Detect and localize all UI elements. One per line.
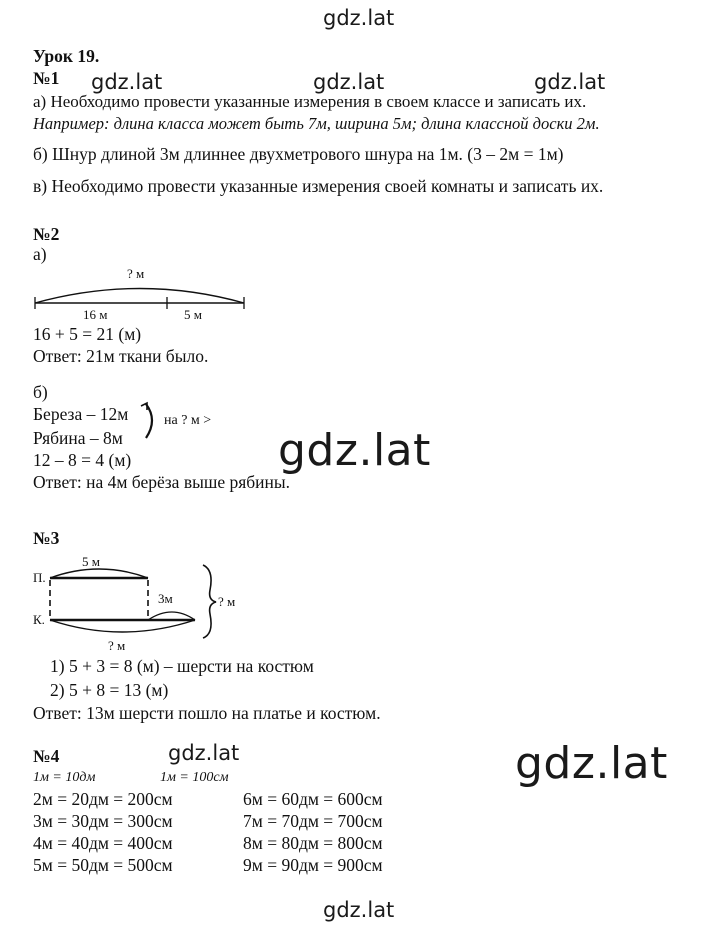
lesson-title: Урок 19. bbox=[33, 46, 100, 66]
watermark-top: gdz.lat bbox=[323, 6, 395, 30]
task3-k-label: К. bbox=[33, 612, 45, 627]
watermark-row1-a: gdz.lat bbox=[91, 70, 163, 94]
task3-p-label: П. bbox=[33, 570, 46, 585]
task4-number: №4 bbox=[33, 746, 60, 766]
watermark-row1-b: gdz.lat bbox=[313, 70, 385, 94]
watermark-row1-c: gdz.lat bbox=[534, 70, 606, 94]
task1-v: в) Необходимо провести указанные измерения своей комнаты и записать их. bbox=[33, 176, 604, 196]
task4-right-row: 7м = 70дм = 700см bbox=[243, 811, 383, 831]
watermark-task4: gdz.lat bbox=[168, 741, 240, 765]
task2-b-label: б) bbox=[33, 382, 48, 402]
task2-right-label: 5 м bbox=[184, 307, 202, 322]
task3-number: №3 bbox=[33, 528, 60, 548]
task2-b-line1: Береза – 12м bbox=[33, 404, 129, 424]
task3-answer: Ответ: 13м шерсти пошло на платье и костюм. bbox=[33, 703, 381, 723]
task1-example: Например: длина класса может быть 7м, ширина 5м; длина классной доски 2м. bbox=[33, 114, 600, 133]
task3-bottom-arc bbox=[50, 620, 195, 632]
task2-b-line2: Рябина – 8м bbox=[33, 428, 123, 448]
task2-number: №2 bbox=[33, 224, 60, 244]
task2-a-label: а) bbox=[33, 244, 47, 264]
task4-right-row: 6м = 60дм = 600см bbox=[243, 789, 383, 809]
task3-calc1: 1) 5 + 3 = 8 (м) – шерсти на костюм bbox=[50, 656, 314, 676]
watermark-large-center: gdz.lat bbox=[278, 425, 431, 476]
task2-total-label: ? м bbox=[127, 266, 145, 281]
task3-top-arc bbox=[50, 569, 148, 578]
task2-a-answer: Ответ: 21м ткани было. bbox=[33, 346, 209, 366]
task1-b: б) Шнур длиной 3м длиннее двухметрового шнура на 1м. (3 – 2м = 1м) bbox=[33, 144, 564, 164]
task2-b-calc: 12 – 8 = 4 (м) bbox=[33, 450, 132, 470]
task2-a-calc: 16 + 5 = 21 (м) bbox=[33, 324, 142, 344]
watermark-large-right: gdz.lat bbox=[515, 738, 668, 789]
task2-b-answer: Ответ: на 4м берёза выше рябины. bbox=[33, 472, 291, 492]
task3-calc2: 2) 5 + 8 = 13 (м) bbox=[50, 680, 169, 700]
task3-top-label: 5 м bbox=[82, 554, 100, 569]
task4-hint2: 1м = 100см bbox=[160, 770, 229, 785]
task3-total-brace bbox=[203, 565, 216, 638]
watermark-bottom: gdz.lat bbox=[323, 898, 395, 922]
task1-a: а) Необходимо провести указанные измерения в своем классе и записать их. bbox=[33, 92, 587, 111]
task4-left-row: 2м = 20дм = 200см bbox=[33, 789, 173, 809]
task4-right-row: 8м = 80дм = 800см bbox=[243, 833, 383, 853]
task3-total-label: ? м bbox=[218, 594, 236, 609]
task2-b-brace-label: на ? м > bbox=[164, 413, 212, 428]
task4-hint1: 1м = 10дм bbox=[33, 770, 96, 785]
task4-left-row: 5м = 50дм = 500см bbox=[33, 855, 173, 875]
task4-left-row: 4м = 40дм = 400см bbox=[33, 833, 173, 853]
task4-right-row: 9м = 90дм = 900см bbox=[243, 855, 383, 875]
task3-extra-label: 3м bbox=[158, 591, 173, 606]
task1-number: №1 bbox=[33, 68, 60, 88]
task2-left-label: 16 м bbox=[83, 307, 108, 322]
task4-left-row: 3м = 30дм = 300см bbox=[33, 811, 173, 831]
task3-bottom-label: ? м bbox=[108, 638, 126, 653]
